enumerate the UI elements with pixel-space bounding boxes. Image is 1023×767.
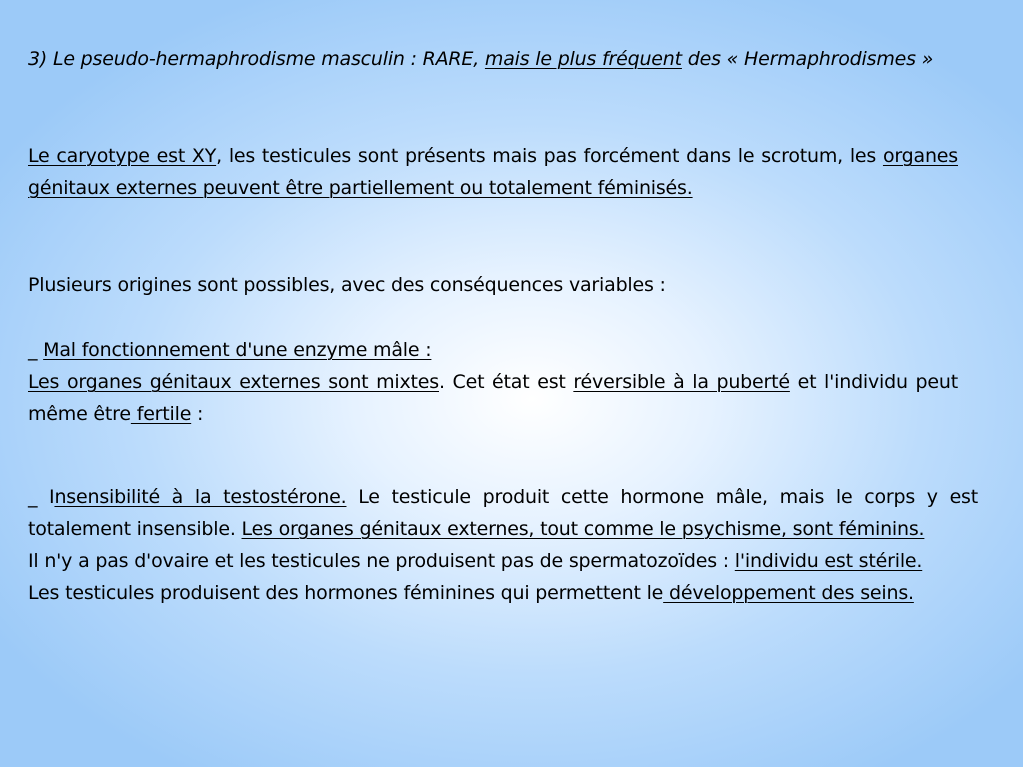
section-number: 3) (28, 48, 48, 70)
insensibility-text-3: Les testicules produisent des hormones féminines qui permettent le (28, 582, 664, 604)
enzyme-emphasis-reversible: réversible à la puberté (573, 371, 790, 393)
insensibility-bullet: _ I (28, 486, 55, 508)
enzyme-paragraph (28, 334, 958, 430)
title-emphasis: mais le plus fréquent (484, 48, 682, 70)
enzyme-heading: Mal fonctionnement d'une enzyme mâle : (43, 339, 432, 361)
insensibility-emphasis-sterile: l'individu est stérile. (734, 550, 923, 572)
origins-text: Plusieurs origines sont possibles, avec des conséquences variables : (28, 274, 666, 296)
enzyme-text-3: : (191, 403, 204, 425)
enzyme-text-2: et l'individu peut même être (28, 371, 958, 425)
enzyme-text-1: . Cet état est (439, 371, 574, 393)
title-tail: des « Hermaphrodismes » (681, 48, 934, 70)
enzyme-bullet: _ (28, 339, 44, 361)
insensibility-paragraph (28, 481, 978, 609)
section-title (28, 43, 958, 75)
caryotype-heading: Le caryotype est XY (28, 145, 217, 167)
enzyme-emphasis-fertile: fertile (130, 403, 192, 425)
caryotype-emphasis: organes génitaux externes peuvent être partiellement ou totalement féminisés. (28, 145, 958, 199)
caryotype-paragraph (28, 140, 958, 204)
enzyme-emphasis-mixed: Les organes génitaux externes sont mixtes (28, 371, 439, 393)
insensibility-text-1: Le testicule produit cette hormone mâle, mais le corps y est totalement insensible. (28, 486, 979, 540)
insensibility-emphasis-breasts: développement des seins. (663, 582, 914, 604)
insensibility-heading: nsensibilité à la testostérone. (54, 486, 347, 508)
origins-paragraph (28, 269, 666, 301)
caryotype-text: , les testicules sont présents mais pas forcément dans le scrotum, les (216, 145, 883, 167)
insensibility-emphasis-feminine: Les organes génitaux externes, tout comme le psychisme, sont féminins. (241, 518, 925, 540)
insensibility-text-2: Il n'y a pas d'ovaire et les testicules ne produisent pas de spermatozoïdes : (28, 550, 735, 572)
title-text: Le pseudo-hermaphrodisme masculin : RARE, (47, 48, 485, 70)
